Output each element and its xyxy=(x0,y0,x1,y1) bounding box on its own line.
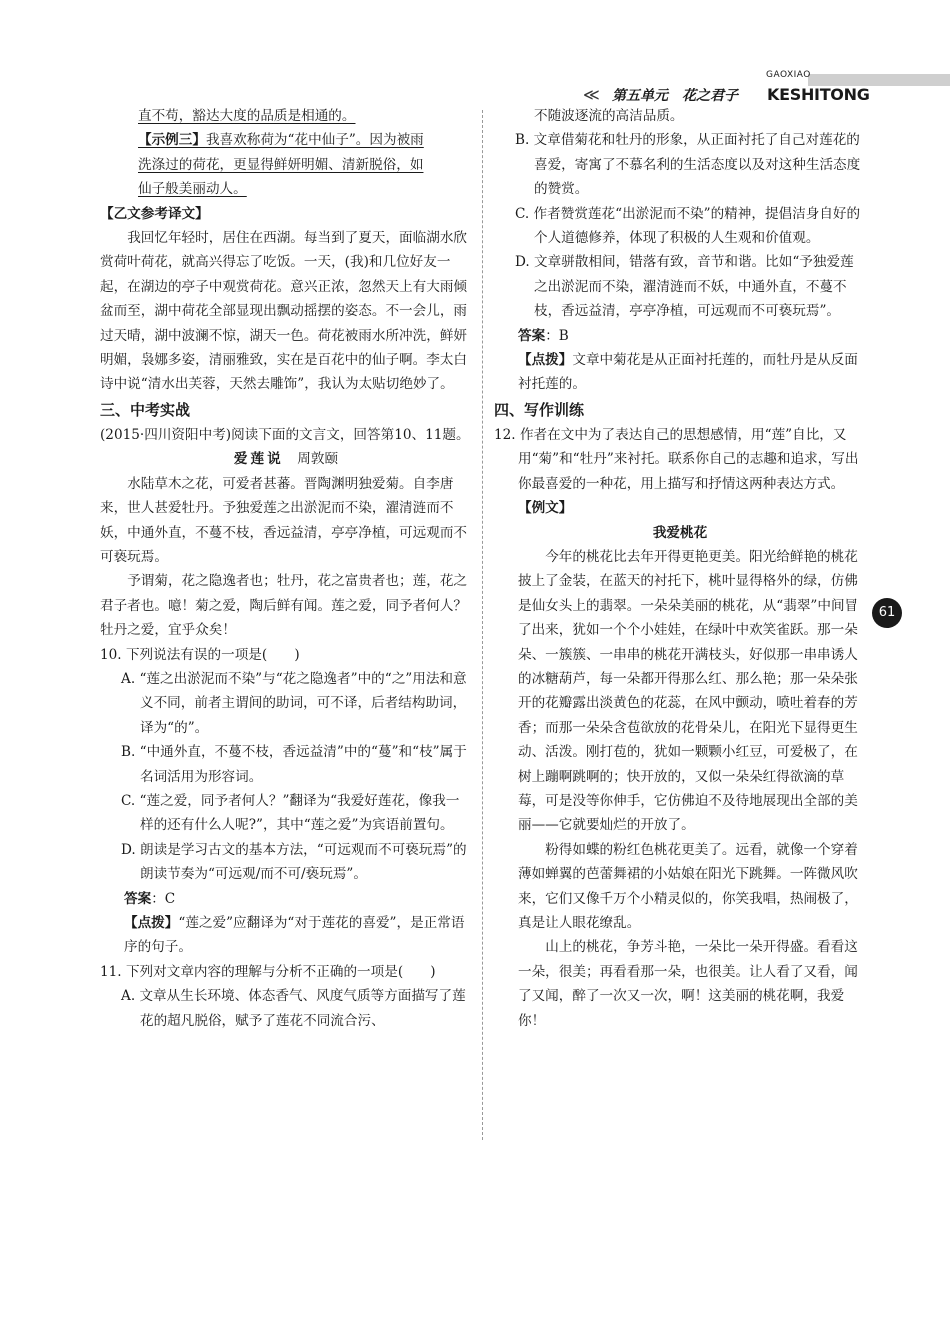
brand-logo: KESHITONG xyxy=(767,85,870,104)
question-11: 11. 下列对文章内容的理解与分析不正确的一项是( ) xyxy=(100,963,436,980)
q10-option-b: B. “中通外直，不蔓不枝，香远益清”中的“蔓”和“枝”属于名词活用为形容词。 xyxy=(121,744,467,785)
q10-option-d: D. 朗读是学习古文的基本方法，“可远观而不可亵玩焉”的朗读节奏为“可远观/而不可/亵玩焉”。 xyxy=(121,841,467,883)
section-4-heading: 四、写作训练 xyxy=(494,400,585,419)
essay-paragraph-3: 山上的桃花，争芳斗艳，一朵比一朵开得盛。看看这一朵，很美；再看看那一朵，也很美。让人看了又看，闻了又闻，醉了一次又一次，啊！这美丽的桃花啊，我爱你！ xyxy=(518,939,858,1029)
q11-option-b: B. 文章借菊花和牡丹的形象，从正面衬托了自己对莲花的喜爱，寄寓了不慕名利的生活态度以及对这种生活态度的赞赏。 xyxy=(515,132,861,198)
page-header xyxy=(0,68,950,108)
q10-answer-label: 答案 xyxy=(124,890,152,907)
q11-tip xyxy=(494,348,866,397)
example-3 xyxy=(100,128,472,152)
essay-title: 我爱桃花 xyxy=(652,524,708,541)
q10-option-c: C. “莲之爱，同予者何人？”翻译为“我爱好莲花，像我一样的还有什么人呢?”，其中“莲之爱”为宾语前置句。 xyxy=(121,792,460,834)
unit-title: 第五单元 花之君子 xyxy=(612,88,738,104)
q10-tip-text: “莲之爱”应翻译为“对于莲花的喜爱”，是正常语序的句子。 xyxy=(124,915,465,956)
q11-option-a: A. 文章从生长环境、体态香气、风度气质等方面描写了莲花的超凡脱俗，赋予了莲花不同流合污、 xyxy=(121,988,466,1029)
q10-tip-tag: 【点拨】 xyxy=(124,915,179,931)
example-3-tag: 【示例三】 xyxy=(138,132,206,149)
left-column xyxy=(100,104,472,1033)
essay-paragraph-2: 粉得如蝶的粉红色桃花更美了。远看，就像一个穿着薄如蝉翼的芭蕾舞裙的小姑娘在阳光下跳舞。一阵微风吹来，它们又像千万个小精灵似的，你笑我唱，热闹极了，真是让人眼花缭乱。 xyxy=(518,841,858,931)
poem-title: 爱莲说 xyxy=(233,451,284,468)
exam-intro: (2015·四川资阳中考)阅读下面的文言文，回答第10、11题。 xyxy=(100,426,470,443)
brand-small: GAOXIAO xyxy=(766,70,811,80)
example-3-line2: 洗涤过的荷花，更显得鲜妍明媚、清新脱俗，如 xyxy=(138,156,424,173)
example-3-line3: 仙子般美丽动人。 xyxy=(138,181,247,198)
section-3-heading: 三、中考实战 xyxy=(100,400,191,419)
example-essay-tag: 【例文】 xyxy=(518,500,573,517)
question-12: 12. 作者在文中为了表达自己的思想感情，用“莲”自比，又用“菊”和“牡丹”来衬托。联系你自己的志趣和追求，写出你最喜爱的一种花，用上描写和抒情这两种表达方式。 xyxy=(494,426,859,492)
poem-heading xyxy=(100,447,472,471)
example-2-tail: 直不苟，豁达大度的品质是相通的。 xyxy=(138,108,356,124)
poem-paragraph-2: 予谓菊，花之隐逸者也；牡丹，花之富贵者也；莲，花之君子者也。噫！菊之爱，陶后鲜有闻。莲之爱，同予者何人？牡丹之爱，宜乎众矣！ xyxy=(100,573,468,639)
poem-author: 周敦颐 xyxy=(297,451,339,468)
q11-option-a-continued: 不随波逐流的高洁品质。 xyxy=(534,108,684,124)
example-3-line1: 我喜欢称荷为“花中仙子”。因为被雨 xyxy=(205,132,424,149)
q11-answer xyxy=(494,324,866,348)
q10-tip xyxy=(100,911,472,960)
q10-answer-value: ：C xyxy=(151,890,176,907)
double-chevron-left-icon: ≪ xyxy=(583,85,600,104)
q11-answer-value: ：B xyxy=(545,327,569,344)
question-10: 10. 下列说法有误的一项是( ) xyxy=(100,646,300,663)
column-divider xyxy=(482,110,483,1140)
translation-title: 【乙文参考译文】 xyxy=(100,205,209,222)
q11-tip-text: 文章中菊花是从正面衬托莲的，而牡丹是从反面衬托莲的。 xyxy=(518,352,858,393)
q11-option-d: D. 文章骈散相间，错落有致，音节和谐。比如“予独爱莲之出淤泥而不染，濯清涟而不妖，中通外直，不蔓不枝，香远益清，亭亭净植，可远观而不可亵玩焉”。 xyxy=(515,254,854,320)
right-column xyxy=(494,104,866,1033)
q11-answer-label: 答案 xyxy=(518,327,546,344)
page-number-badge: 61 xyxy=(872,598,902,628)
q11-option-c: C. 作者赞赏莲花“出淤泥而不染”的精神，提倡洁身自好的个人道德修养，体现了积极的人生观和价值观。 xyxy=(515,205,861,247)
q10-option-a: A. “莲之出淤泥而不染”与“花之隐逸者”中的“之”用法和意义不同，前者主谓间的助词，可不译，后者结构助词，译为“的”。 xyxy=(121,670,467,736)
q10-answer xyxy=(100,887,472,911)
poem-paragraph-1: 水陆草木之花，可爱者甚蕃。晋陶渊明独爱菊。自李唐来，世人甚爱牡丹。予独爱莲之出淤泥而不染，濯清涟而不妖，中通外直，不蔓不枝，香远益清，亭亭净植，可远观而不可亵玩焉。 xyxy=(100,475,468,565)
translation-paragraph: 我回忆年轻时，居住在西湖。每当到了夏天，面临湖水欣赏荷叶荷花，就高兴得忘了吃饭。一天，(我)和几位好友一起，在湖边的亭子中观赏荷花。意兴正浓，忽然天上有大雨倾盆而至，湖中荷花全部显现出飘动摇摆的姿态。不一会儿，雨过天晴，湖中波澜不惊，湖天一色。荷花被雨水所冲洗，鲜妍明媚，袅娜多姿，清丽雅致，实在是百花中的仙子啊。李太白诗中说“清水出芙蓉，天然去雕饰”，我认为太贴切绝妙了。 xyxy=(100,230,468,393)
q11-tip-tag: 【点拨】 xyxy=(518,352,573,369)
essay-paragraph-1: 今年的桃花比去年开得更艳更美。阳光给鲜艳的桃花披上了金装，在蓝天的衬托下，桃叶显得格外的绿，仿佛是仙女头上的翡翠。一朵朵美丽的桃花，从“翡翠”中间冒了出来，犹如一个个小娃娃，在绿叶中欢笑雀跃。那一朵朵、一簇簇、一串串的桃花开满枝头，好似那一串串诱人的冰糖葫芦，每一朵都开得那么红、那么艳；那一朵朵张开的花瓣露出淡黄色的花蕊，在风中颤动，喷吐着春的芳香；而那一朵朵含苞欲放的花骨朵儿，在阳光下显得更生动、活泼。刚打苞的，犹如一颗颗小红豆，可爱极了，在树上蹦啊跳啊的；快开放的，又似一朵朵红得欲滴的草莓，可是没等你伸手，它仿佛迫不及待地展现出全部的美丽——它就要灿烂的开放了。 xyxy=(518,548,859,834)
